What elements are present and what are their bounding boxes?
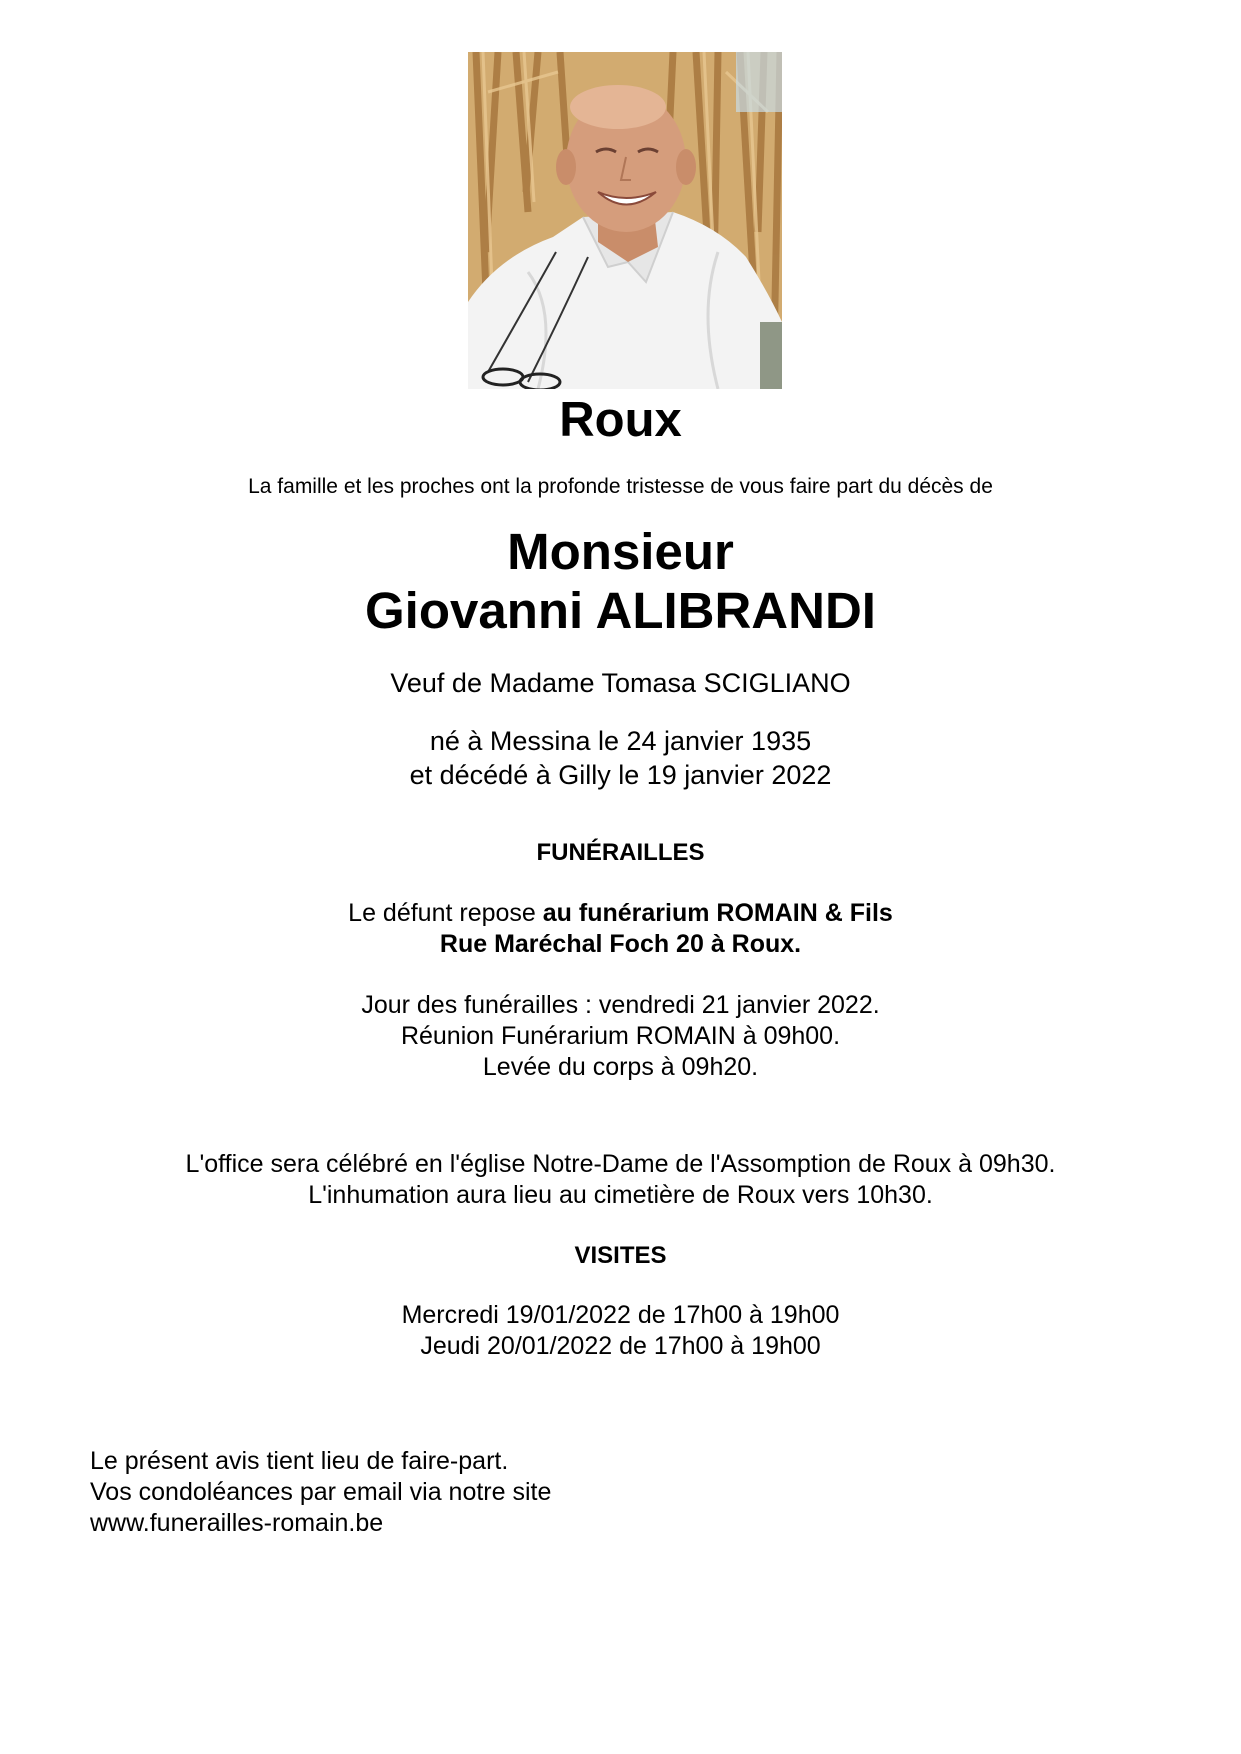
widower-of: Veuf de Madame Tomasa SCIGLIANO	[390, 668, 851, 698]
funeral-meeting: Réunion Funérarium ROMAIN à 09h00.	[400, 1022, 841, 1050]
repose-info	[0, 898, 1241, 960]
city-title: Roux	[559, 393, 682, 447]
portrait-photo	[468, 52, 782, 389]
burial-text: L'inhumation aura lieu au cimetière de Roux vers 10h30.	[308, 1181, 933, 1209]
death-text: et décédé à Gilly le 19 janvier 2022	[409, 760, 832, 790]
repose-prefix: Le défunt repose	[348, 899, 543, 927]
intro-text: La famille et les proches ont la profonde tristesse de vous faire part du décès de	[248, 475, 993, 498]
footer-note	[90, 1446, 551, 1539]
footer-line-1: Le présent avis tient lieu de faire-part.	[90, 1447, 509, 1475]
life-dates	[0, 724, 1241, 792]
office-text: L'office sera célébré en l'église Notre-Dame de l'Assomption de Roux à 09h30.	[185, 1150, 1056, 1178]
funeral-levee: Levée du corps à 09h20.	[482, 1053, 759, 1081]
website-link[interactable]: www.funerailles-romain.be	[90, 1509, 384, 1537]
visits-heading: VISITES	[574, 1242, 667, 1269]
visit-item: Mercredi 19/01/2022 de 17h00 à 19h00	[401, 1301, 840, 1329]
funeral-day: Jour des funérailles : vendredi 21 janvier 2022.	[361, 991, 880, 1019]
footer-line-2: Vos condoléances par email via notre site	[90, 1478, 552, 1506]
deceased-full-name: Giovanni ALIBRANDI	[365, 582, 876, 639]
deceased-title: Monsieur	[507, 523, 734, 580]
repose-place: au funérarium ROMAIN & Fils	[542, 899, 893, 927]
repose-address: Rue Maréchal Foch 20 à Roux.	[439, 930, 802, 958]
birth-text: né à Messina le 24 janvier 1935	[429, 726, 812, 756]
funeral-heading: FUNÉRAILLES	[536, 839, 705, 866]
deceased-name	[0, 522, 1241, 640]
funeral-schedule	[0, 990, 1241, 1083]
visit-item: Jeudi 20/01/2022 de 17h00 à 19h00	[420, 1332, 821, 1360]
visits-list	[0, 1300, 1241, 1362]
ceremony-info	[0, 1149, 1241, 1211]
